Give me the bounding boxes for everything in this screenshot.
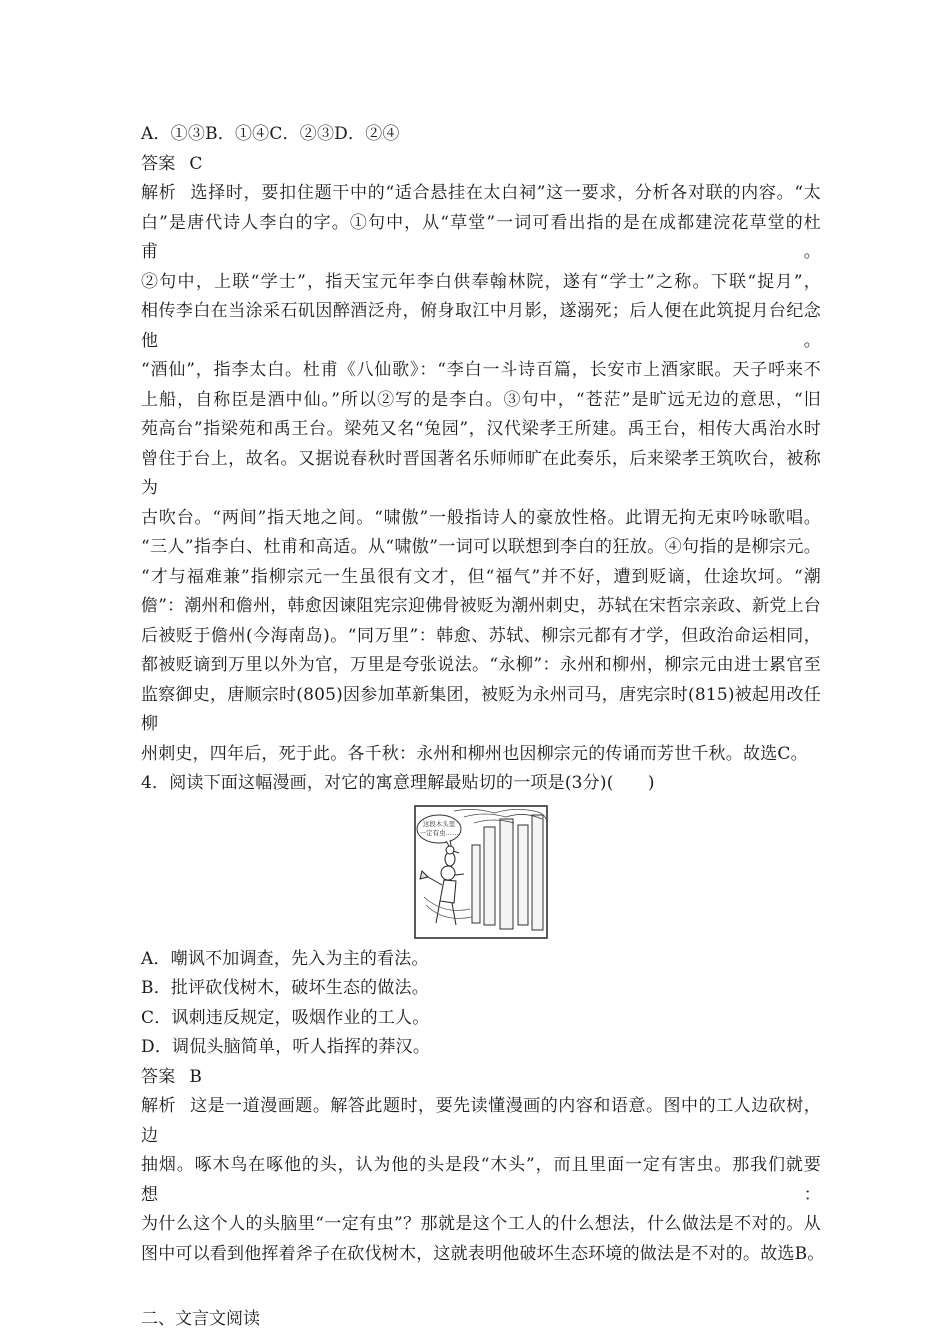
answer-value: C [189,153,203,174]
document-page [141,120,825,1335]
q4-option-a: A．嘲讽不加调查，先入为主的看法。 [141,948,429,969]
q4-analysis-line: 抽烟。啄木鸟在啄他的头，认为他的头是段“木头”，而且里面一定有害虫。那我们就要想： [141,1155,821,1205]
q3-analysis-line: 监察御史，唐顺宗时(805)因参加革新集团，被贬为永州司马，唐宪宗时(815)被起用改任柳 [141,684,821,734]
q4-analysis-line: 图中可以看到他挥着斧子在砍伐树木，这就表明他破坏生态环境的做法是不对的。故选B。 [141,1243,825,1264]
q3-analysis-line: 儋”：潮州和儋州，韩愈因谏阻宪宗迎佛骨被贬为潮州刺史，苏轼在宋哲宗亲政、新党上台 [141,596,821,616]
analysis-text: 这是一道漫画题。解答此题时，要先读懂漫画的内容和语意。图中的工人边砍树，边 [141,1096,821,1146]
q4-answer [141,1063,821,1093]
analysis-text: 选择时，要扣住题干中的“适合悬挂在太白祠”这一要求，分析各对联的内容。“太 [190,183,821,203]
answer-label: 答案 [141,153,176,174]
q4-option-b: B．批评砍伐树木，破坏生态的做法。 [141,978,429,998]
q3-analysis-line: 苑高台”指梁苑和禹王台。梁苑又名“兔园”，汉代梁孝王所建。禹王台，相传大禹治水时 [141,419,821,439]
q4-question: 4．阅读下面这幅漫画，对它的寓意理解最贴切的一项是(3分)( ) [141,773,655,793]
q3-analysis-line: “三人”指李白、杜甫和高适。从“啸傲”一词可以联想到李白的狂放。④句指的是柳宗元。 [141,537,821,557]
q3-analysis-line: “酒仙”，指李太白。杜甫《八仙歌》：“李白一斗诗百篇，长安市上酒家眠。天子呼来不 [141,360,821,380]
q3-analysis-line: 州刺史，四年后，死于此。各千秋：永州和柳州也因柳宗元的传诵而芳世千秋。故选C。 [141,743,808,764]
q3-analysis-line: 白”是唐代诗人李白的字。①句中，从“草堂”一词可看出指的是在成都建浣花草堂的杜甫。 [141,212,821,262]
cartoon-figure [141,805,821,939]
q3-analysis-line: ②句中，上联“学士”，指天宝元年李白供奉翰林院，遂有“学士”之称。下联“捉月”， [141,271,821,292]
q4-analysis-line [141,1092,821,1151]
section-title: 二、文言文阅读 [141,1309,260,1329]
bubble-text-2: 一定有虫…… [419,828,459,837]
q3-analysis-line: 曾住于台上，故名。又据说春秋时晋国著名乐师师旷在此奏乐，后来梁孝王筑吹台，被称为 [141,448,821,498]
bubble-text-1: 这段木头里 [422,819,456,828]
q4-analysis-line: 为什么这个人的头脑里“一定有虫”？那就是这个工人的什么想法，什么做法是不对的。从 [141,1214,821,1234]
q4-option-c: C．讽刺违反规定，吸烟作业的工人。 [141,1007,430,1028]
q3-analysis-line: 上船，自称臣是酒中仙。”所以②写的是李白。③句中，“苍茫”是旷远无边的意思，“旧 [141,389,821,410]
q3-analysis-line: 后被贬于儋州(今海南岛)。“同万里”：韩愈、苏轼、柳宗元都有才学，但政治命运相同， [141,625,821,646]
analysis-label: 解析 [141,1096,177,1116]
cartoon-image [414,805,548,939]
q3-analysis-line: 相传李白在当涂采石矶因醉酒泛舟，俯身取江中月影，遂溺死；后人便在此筑捉月台纪念他。 [141,301,821,351]
q3-analysis-line [141,179,821,209]
q3-analysis-line: 都被贬谪到万里以外为官，万里是夸张说法。“永柳”：永州和柳州，柳宗元由进士累官至 [141,655,821,675]
q3-analysis-line: 古吹台。“两间”指天地之间。“啸傲”一般指诗人的豪放性格。此谓无拘无束吟咏歌唱。 [141,507,821,528]
q3-answer [141,150,821,180]
q3-analysis-line: “才与福难兼”指柳宗元一生虽很有文才，但“福气”并不好，遭到贬谪，仕途坎坷。“潮 [141,566,821,587]
q4-option-d: D．调侃头脑简单，听人指挥的莽汉。 [141,1037,431,1057]
q3-options: A．①③B．①④C．②③D．②④ [141,124,400,144]
answer-value: B [189,1066,203,1087]
answer-label: 答案 [141,1066,176,1087]
analysis-label: 解析 [141,183,177,203]
